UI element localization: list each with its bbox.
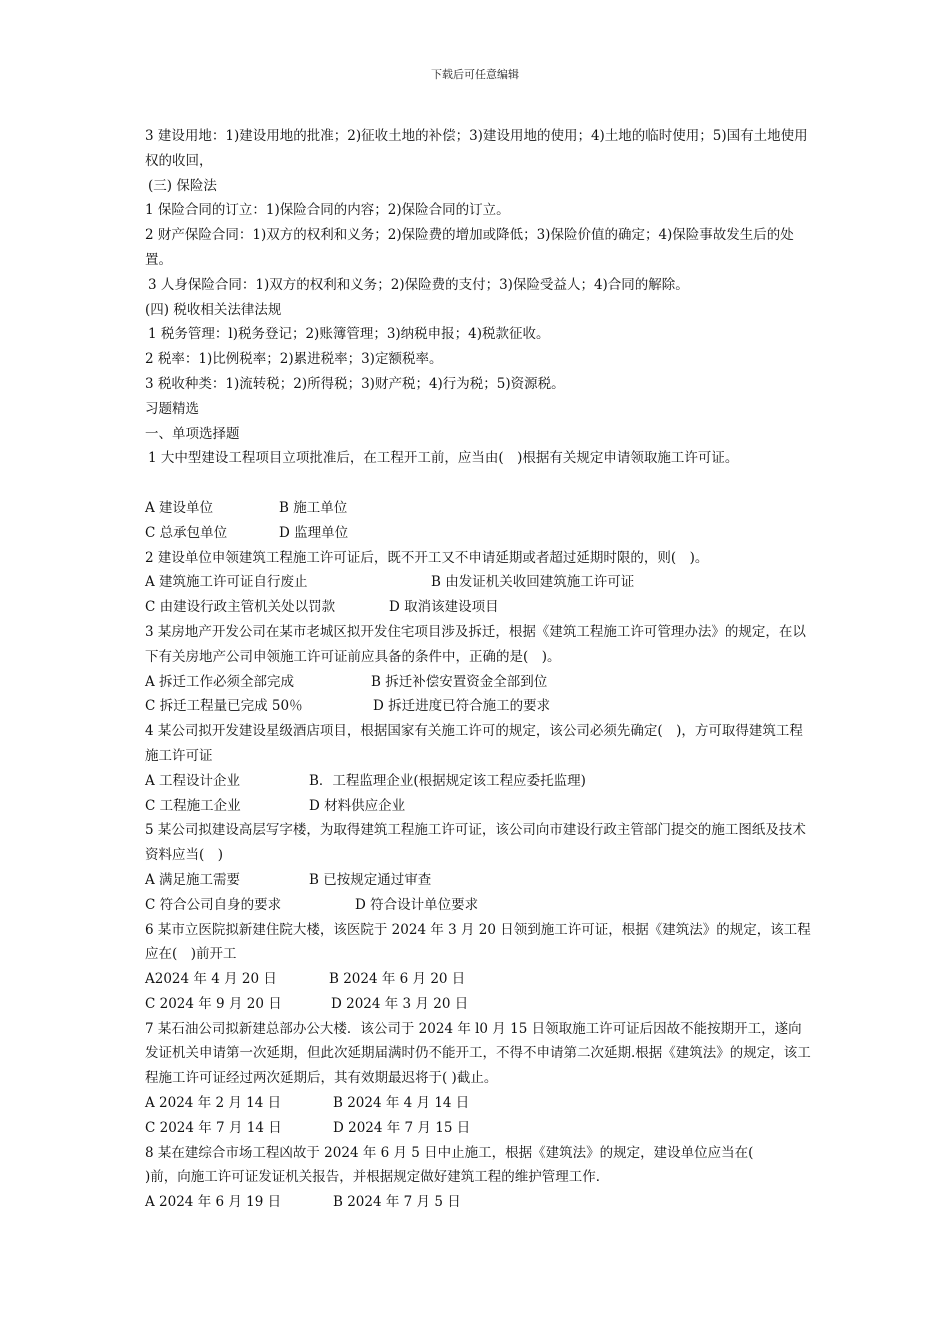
- paragraph-insurance-contract: 1 保险合同的订立：1)保险合同的内容；2)保险合同的订立。: [145, 202, 510, 219]
- question-2-stem: 2 建设单位申领建筑工程施工许可证后，既不开工又不申请延期或者超过延期时限的，则( )。: [145, 549, 709, 566]
- section-heading-single-choice: 一、单项选择题: [145, 425, 240, 442]
- question-7-stem: 7 某石油公司拟新建总部办公大楼．该公司于 2024 年 l0 月 15 日领取施工许可证后因故不能按期开工，遂向发证机关申请第一次延期，但此次延期届满时仍不能开工，不得不申请第二次延期.根据《建筑法》的规定，该工程施工许可证经过两次延期后，其有效期最迟将于( )截止。: [145, 1020, 811, 1087]
- option-d: D 2024 年 7 月 15 日: [333, 1119, 471, 1136]
- paragraph-life-insurance: 3 人身保险合同：1)双方的权利和义务；2)保险费的支付；3)保险受益人；4)合同的解除。: [148, 276, 689, 293]
- option-c: C 拆迁工程量已完成 50％: [145, 698, 303, 715]
- document-body: [145, 124, 815, 1215]
- question-2-options-row-2: [145, 595, 815, 620]
- question-5-options-row-1: [145, 868, 815, 893]
- option-d: D 符合设计单位要求: [355, 896, 479, 913]
- option-b: B 施工单位: [279, 499, 348, 516]
- section-heading-exercises: 习题精选: [145, 400, 199, 417]
- option-a: A 工程设计企业: [145, 772, 241, 789]
- question-4-options-row-1: [145, 769, 815, 794]
- paragraph-property-insurance: 2 财产保险合同：1)双方的权利和义务；2)保险费的增加或降低；3)保险价值的确定；4)保险事故发生后的处置。: [145, 227, 794, 268]
- question-1-options-row-2: [145, 521, 815, 546]
- option-a: A 2024 年 6 月 19 日: [145, 1194, 282, 1211]
- question-6-options-row-1: [145, 967, 815, 992]
- paragraph-tax-types: 3 税收种类：1)流转税；2)所得税；3)财产税；4)行为税；5)资源税。: [145, 375, 565, 392]
- option-a: A 满足施工需要: [145, 871, 241, 888]
- option-b: B 拆迁补偿安置资金全部到位: [371, 673, 548, 690]
- option-a: A2024 年 4 月 20 日: [145, 971, 277, 988]
- option-b: B．工程监理企业(根据规定该工程应委托监理): [309, 772, 586, 789]
- paragraph-construction-land: 3 建设用地：1)建设用地的批准；2)征收土地的补偿；3)建设用地的使用；4)土地的临时使用；5)国有土地使用权的收回，: [145, 128, 808, 169]
- option-d: D 取消该建设项目: [389, 599, 499, 616]
- question-8-options-row-1: [145, 1190, 815, 1215]
- question-3-stem: 3 某房地产开发公司在某市老城区拟开发住宅项目涉及拆迁，根据《建筑工程施工许可管理办法》的规定，在以下有关房地产公司申领施工许可证前应具备的条件中，正确的是( )。: [145, 623, 806, 665]
- question-8-stem-line-1: 8 某在建综合市场工程凶故于 2024 年 6 月 5 日中止施工，根据《建筑法》的规定，建设单位应当在(: [145, 1144, 754, 1161]
- question-4-options-row-2: [145, 794, 815, 819]
- option-b: B 2024 年 7 月 5 日: [333, 1194, 461, 1211]
- option-b: B 2024 年 6 月 20 日: [329, 971, 466, 988]
- question-7-options-row-1: [145, 1091, 815, 1116]
- option-a: A 建筑施工许可证自行废止: [145, 574, 308, 591]
- section-heading-tax-law: (四) 税收相关法律法规: [145, 301, 282, 318]
- question-5-stem: 5 某公司拟建设高层写字楼，为取得建筑工程施工许可证，该公司向市建设行政主管部门提交的施工图纸及技术资料应当( ): [145, 822, 806, 864]
- question-1-stem: 1 大中型建设工程项目立项批准后，在工程开工前，应当由( )根据有关规定申请领取施工许可证。: [148, 450, 739, 467]
- option-c: C 2024 年 7 月 14 日: [145, 1119, 282, 1136]
- page-header: 下载后可任意编辑: [431, 68, 519, 81]
- question-8-stem-line-2: )前，向施工许可证发证机关报告，并根据规定做好建筑工程的维护管理工作．: [145, 1169, 610, 1186]
- paragraph-tax-management: 1 税务管理：l)税务登记；2)账簿管理；3)纳税申报；4)税款征收。: [148, 326, 550, 343]
- option-c: C 2024 年 9 月 20 日: [145, 995, 282, 1012]
- option-b: B 2024 年 4 月 14 日: [333, 1095, 470, 1112]
- option-d: D 监理单位: [279, 524, 349, 541]
- question-6-options-row-2: [145, 992, 815, 1017]
- question-7-options-row-2: [145, 1116, 815, 1141]
- option-a: A 2024 年 2 月 14 日: [145, 1095, 282, 1112]
- question-5-options-row-2: [145, 893, 815, 918]
- option-a: A 建设单位: [145, 499, 214, 516]
- option-d: D 拆迁进度已符合施工的要求: [373, 698, 551, 715]
- option-a: A 拆迁工作必须全部完成: [145, 673, 295, 690]
- option-d: D 2024 年 3 月 20 日: [331, 995, 469, 1012]
- question-4-stem: 4 某公司拟开发建设星级酒店项目，根据国家有关施工许可的规定，该公司必须先确定( )，方可取得建筑工程施工许可证: [145, 723, 803, 764]
- option-c: C 总承包单位: [145, 524, 228, 541]
- blank-line: [145, 471, 815, 496]
- option-d: D 材料供应企业: [309, 797, 406, 814]
- section-heading-insurance-law: (三) 保险法: [148, 177, 217, 194]
- question-3-options-row-2: [145, 694, 815, 719]
- question-3-options-row-1: [145, 670, 815, 695]
- option-c: C 由建设行政主管机关处以罚款: [145, 599, 336, 616]
- question-1-options-row-1: [145, 496, 815, 521]
- option-c: C 符合公司自身的要求: [145, 896, 282, 913]
- paragraph-tax-rate: 2 税率：1)比例税率；2)累进税率；3)定额税率。: [145, 351, 443, 368]
- question-2-options-row-1: [145, 570, 815, 595]
- option-c: C 工程施工企业: [145, 797, 241, 814]
- question-6-stem: 6 某市立医院拟新建住院大楼，该医院于 2024 年 3 月 20 日领到施工许可证，根据《建筑法》的规定，该工程应在( )前开工: [145, 921, 811, 963]
- option-b: B 由发证机关收回建筑施工许可证: [431, 574, 635, 591]
- option-b: B 已按规定通过审查: [309, 871, 432, 888]
